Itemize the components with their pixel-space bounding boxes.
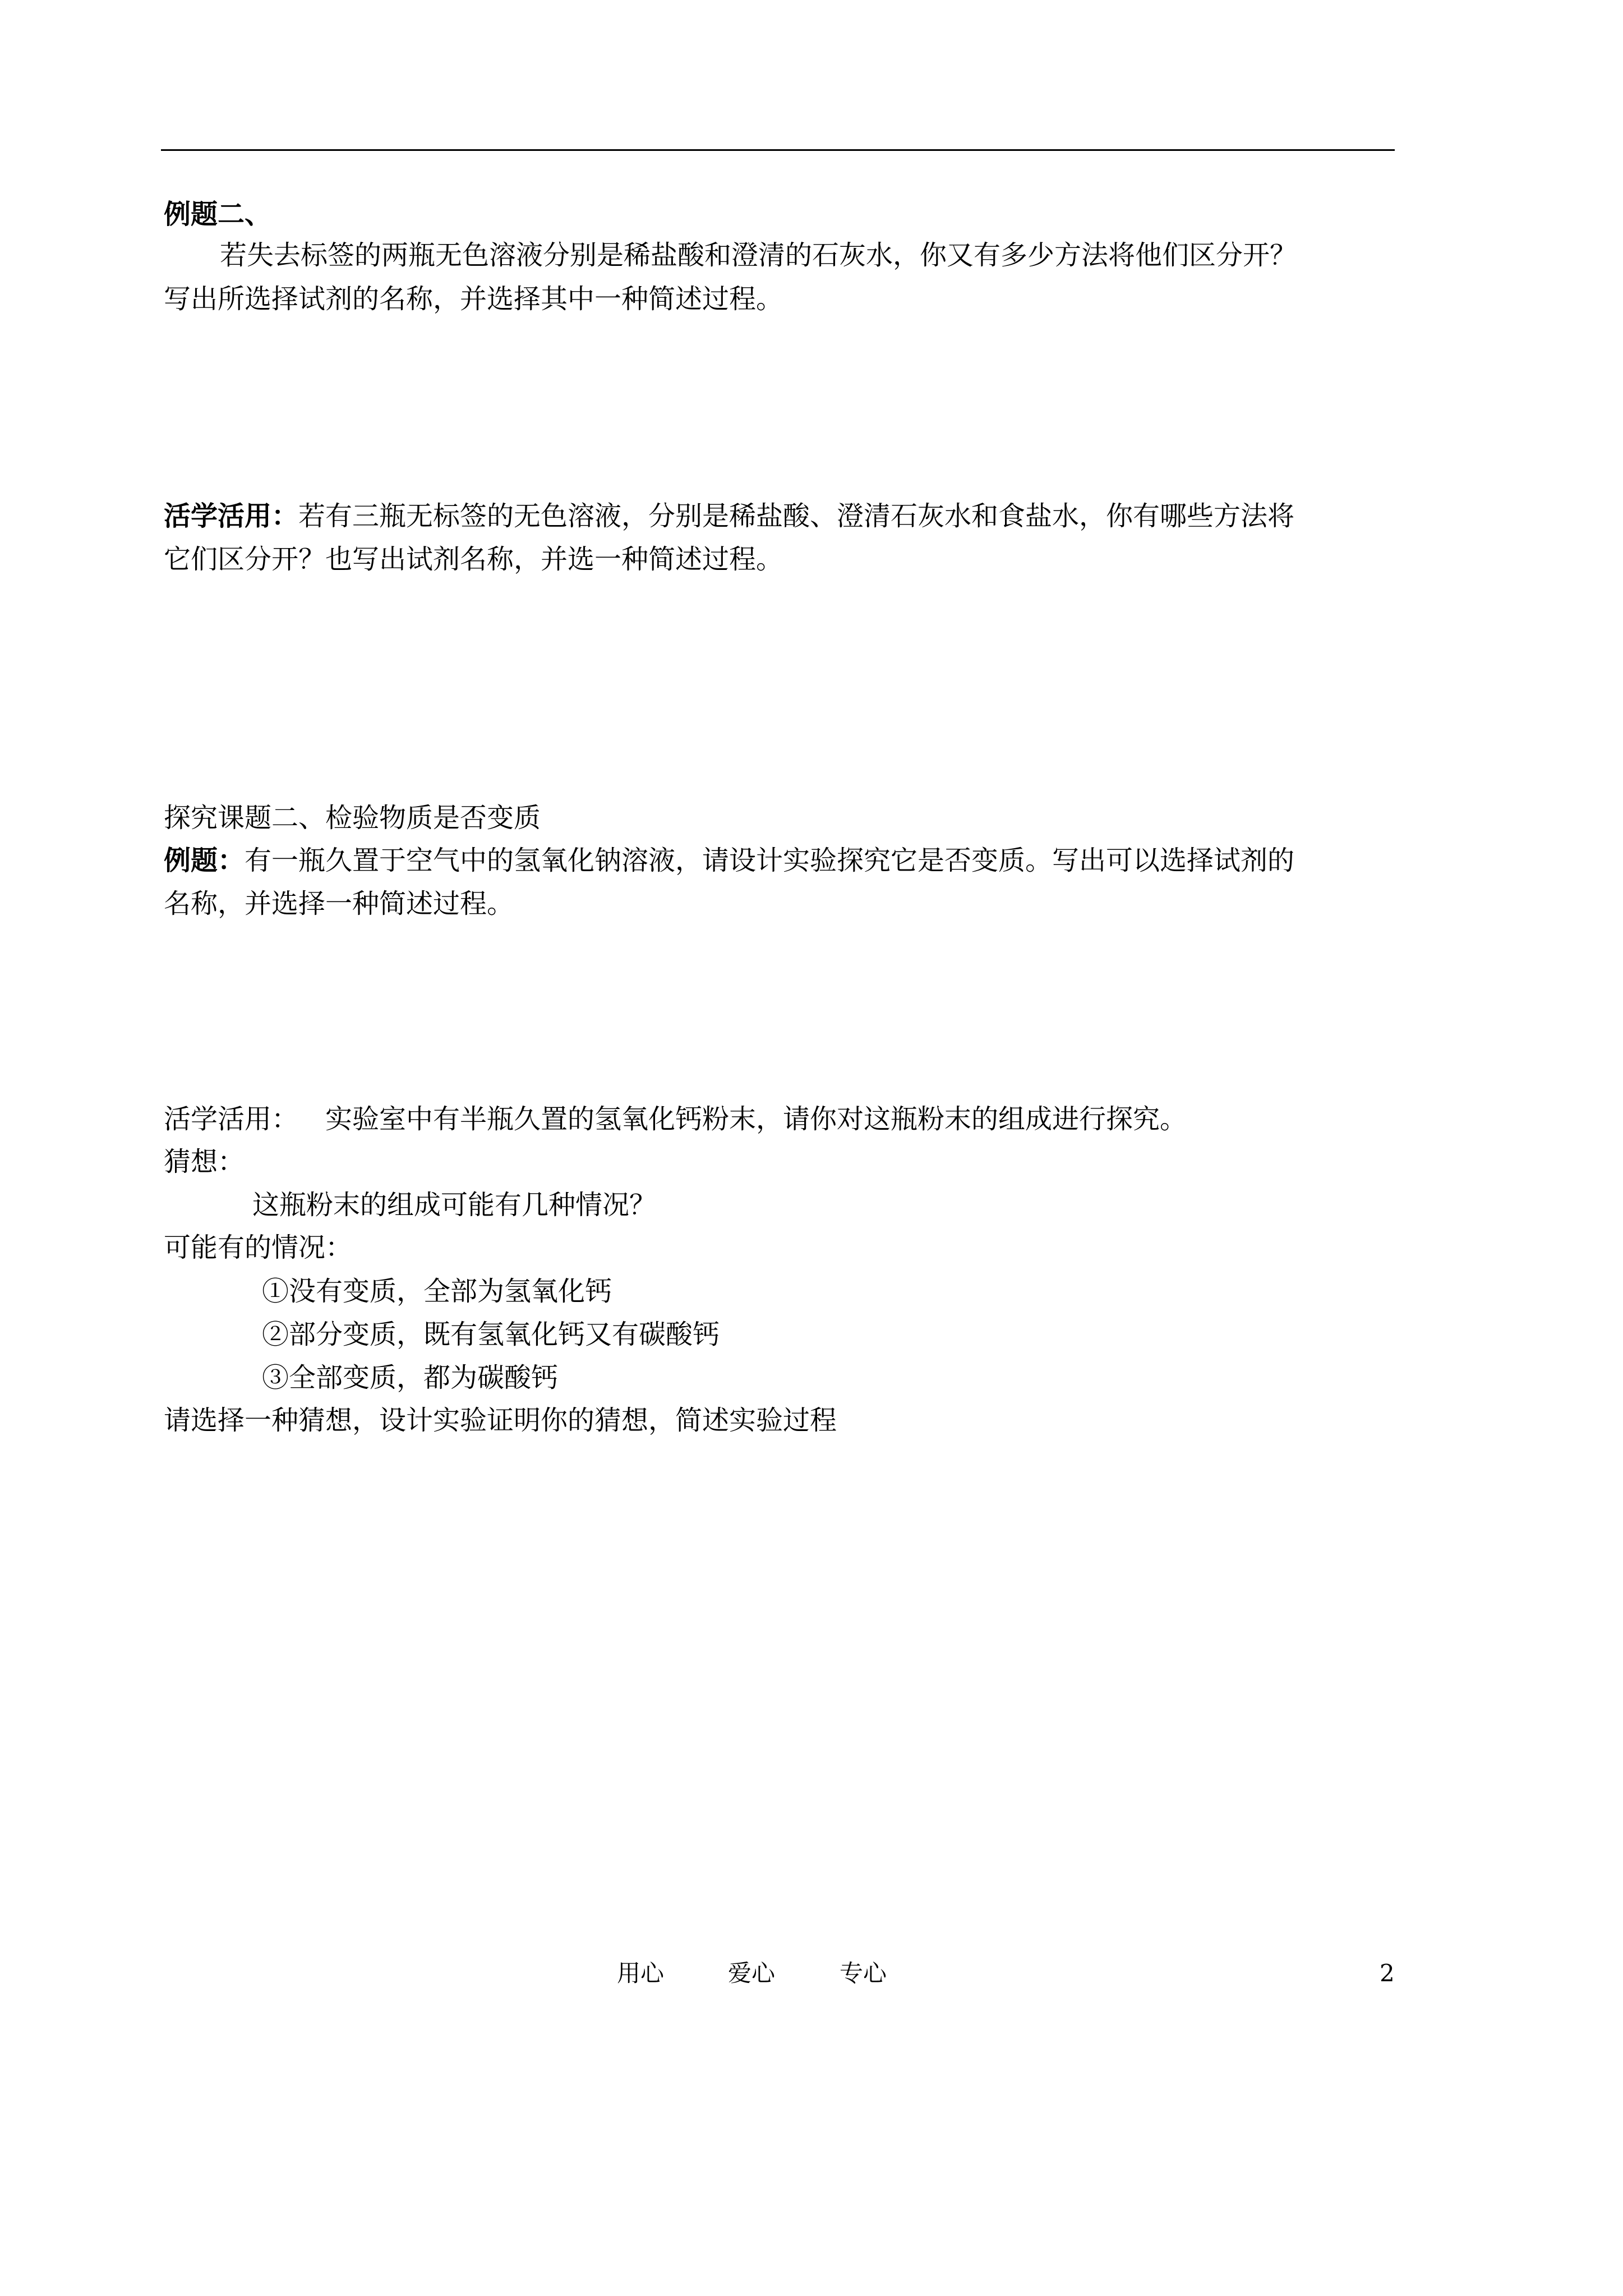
practice1-line1 [164, 499, 1294, 533]
header-rule [161, 149, 1395, 151]
topic2-title: 探究课题二、检验物质是否变质 [164, 802, 541, 834]
practice2-line [164, 1102, 1187, 1136]
example2-text-line1: 若失去标签的两瓶无色溶液分别是稀盐酸和澄清的石灰水，你又有多少方法将他们区分开？ [220, 240, 1297, 271]
guess-question: 这瓶粉末的组成可能有几种情况？ [252, 1189, 657, 1221]
footer-word-2: 爱心 [728, 1959, 776, 1987]
case-2: ②部分变质，既有氢氧化钙又有碳酸钙 [262, 1319, 720, 1350]
practice2-label: 活学活用： [164, 1103, 299, 1135]
possible-label: 可能有的情况： [164, 1232, 353, 1263]
topic2-example-line2: 名称，并选择一种简述过程。 [164, 888, 514, 919]
example2-heading: 例题二、 [164, 199, 272, 230]
footer-word-3: 专心 [840, 1959, 887, 1987]
footer-word-1: 用心 [617, 1959, 665, 1987]
case-3: ③全部变质，都为碳酸钙 [262, 1362, 559, 1393]
practice1-line2: 它们区分开？也写出试剂名称，并选一种简述过程。 [164, 544, 783, 575]
case-1: ①没有变质，全部为氢氧化钙 [262, 1276, 612, 1307]
topic2-example-text: 有一瓶久置于空气中的氢氧化钠溶液，请设计实验探究它是否变质。写出可以选择试剂的 [245, 845, 1295, 876]
practice1-text: 若有三瓶无标签的无色溶液，分别是稀盐酸、澄清石灰水和食盐水，你有哪些方法将 [298, 500, 1295, 532]
topic2-example-label: 例题： [164, 845, 245, 876]
practice1-label: 活学活用： [164, 500, 299, 532]
guess-label: 猜想： [164, 1146, 245, 1177]
page-number: 2 [1380, 1959, 1395, 1987]
practice2-text: 实验室中有半瓶久置的氢氧化钙粉末，请你对这瓶粉末的组成进行探究。 [325, 1103, 1187, 1135]
instruction: 请选择一种猜想，设计实验证明你的猜想，简述实验过程 [164, 1405, 837, 1436]
topic2-example-line1 [164, 844, 1294, 877]
example2-text-line2: 写出所选择试剂的名称，并选择其中一种简述过程。 [164, 283, 783, 315]
